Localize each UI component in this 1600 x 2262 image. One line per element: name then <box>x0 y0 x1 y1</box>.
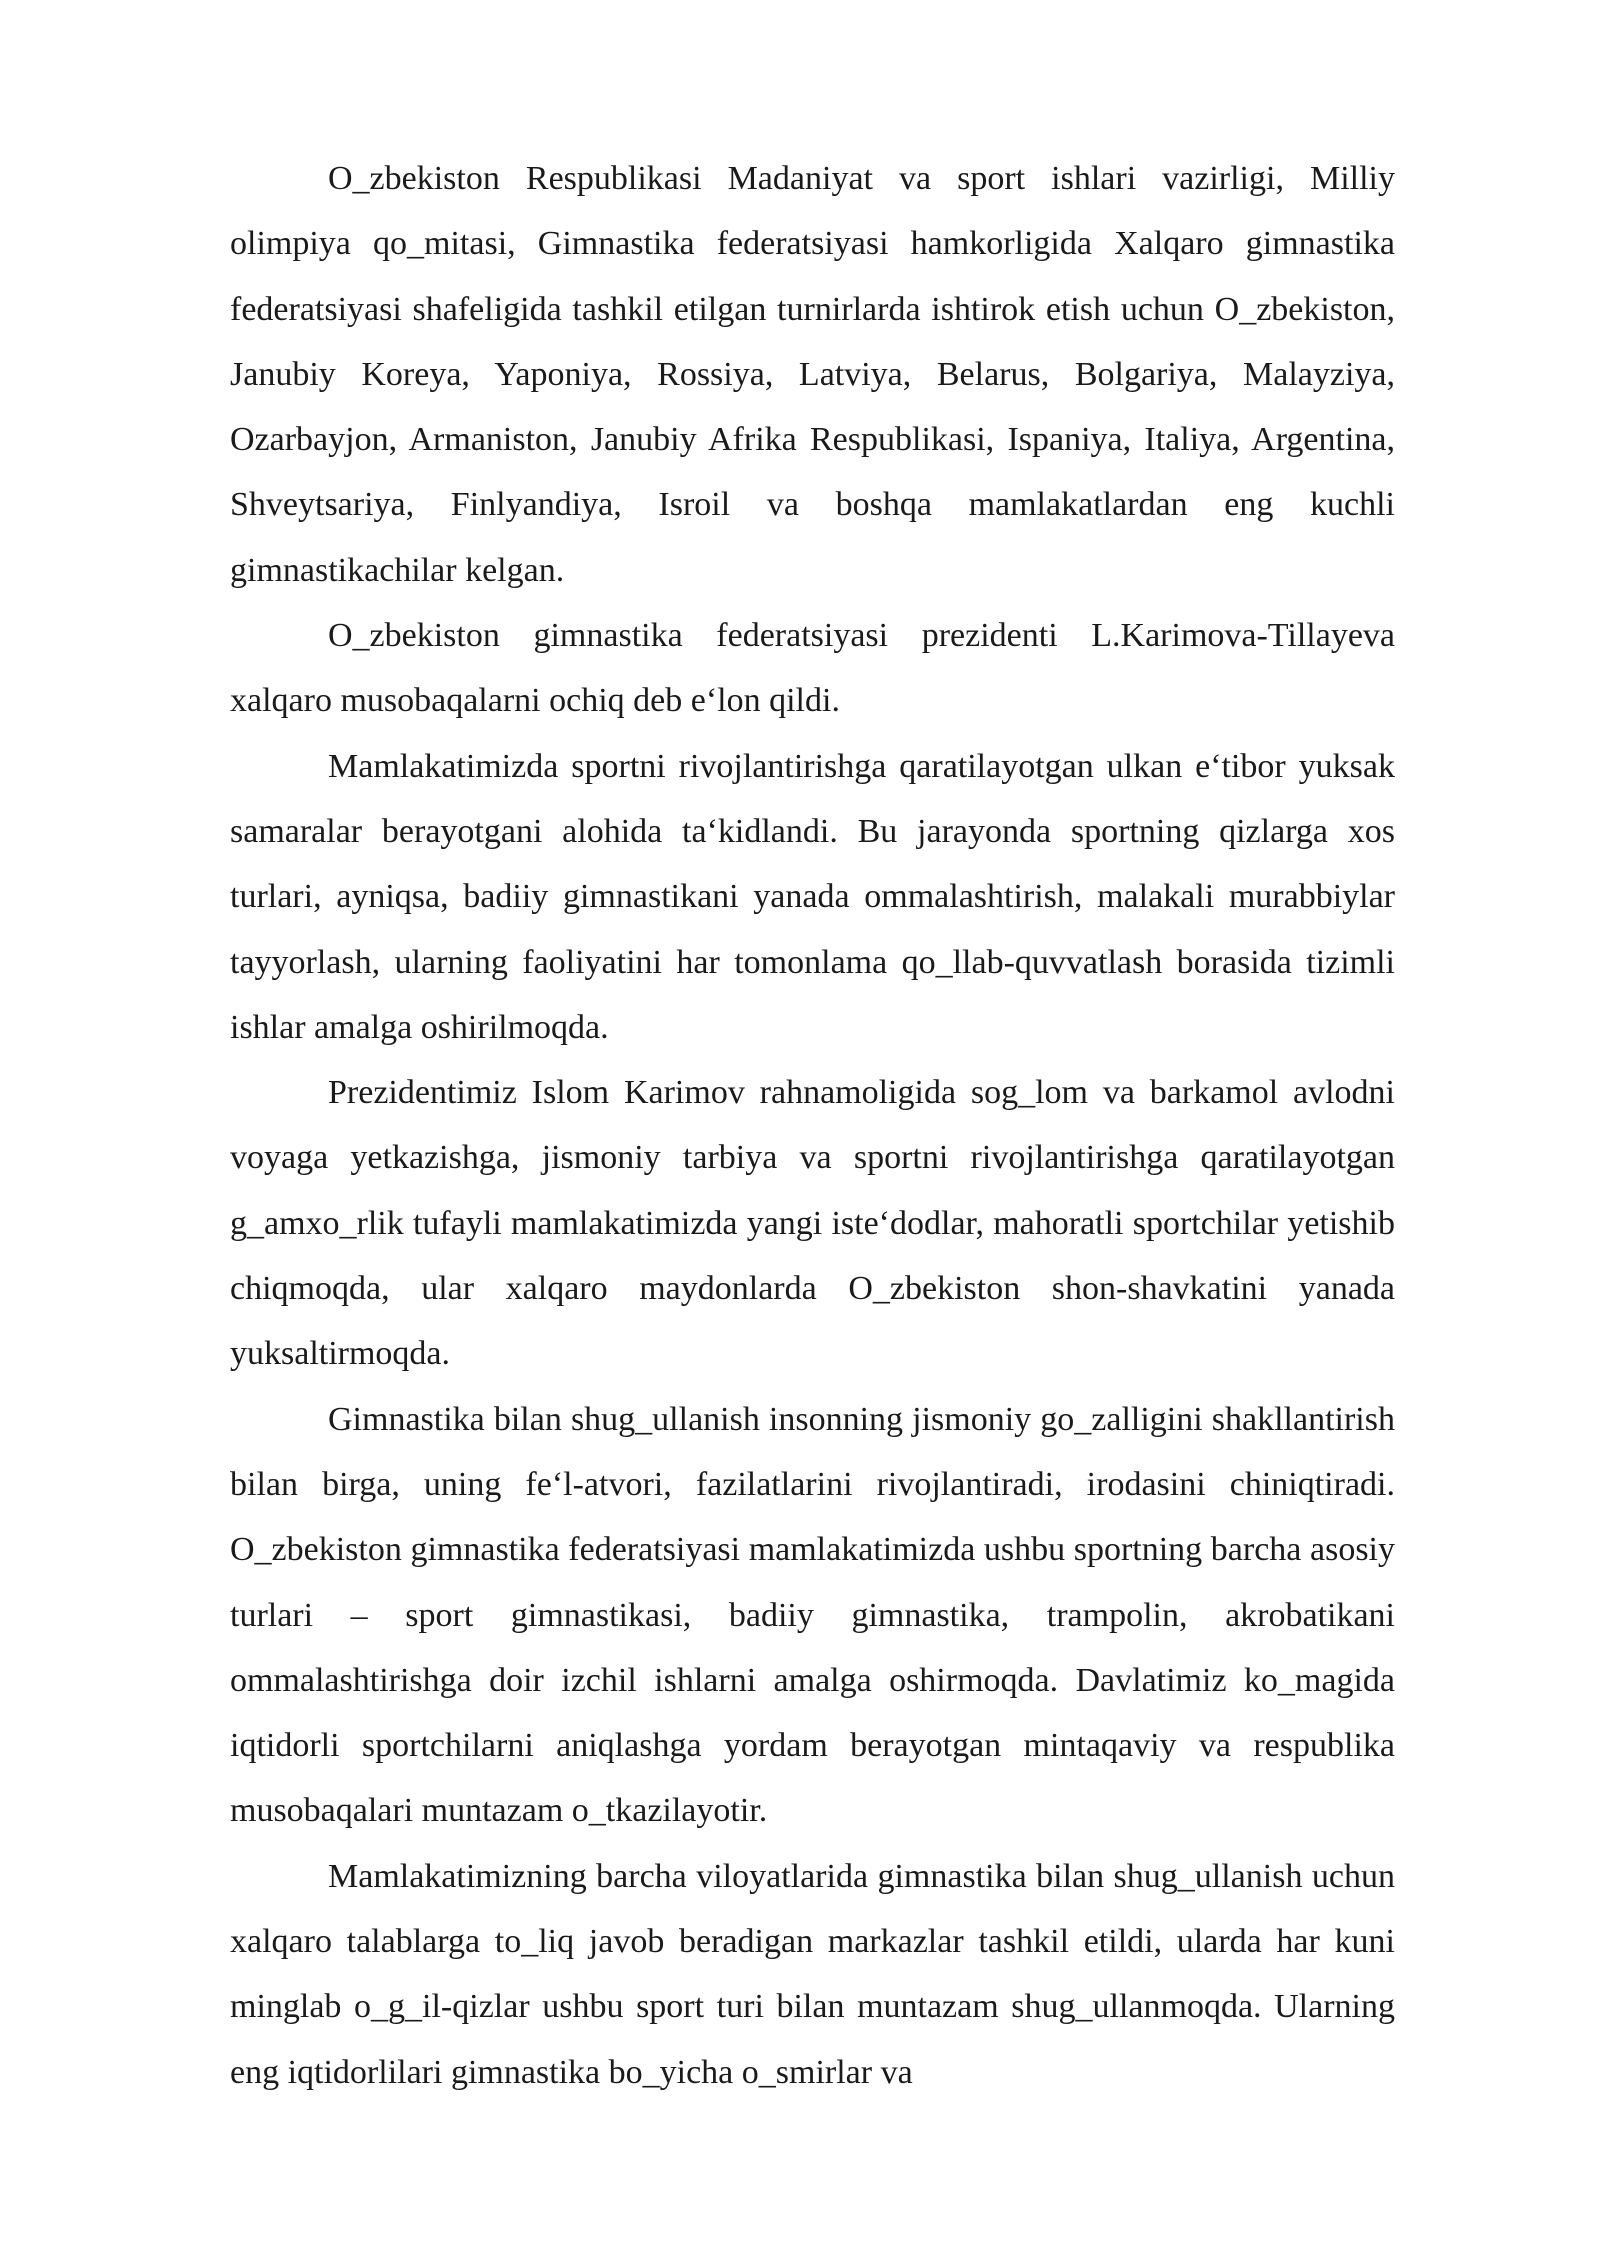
paragraph-6: Mamlakatimizning barcha viloyatlarida gimnastika bilan shug_ullanish uchun xalqaro talablarga to_liq javob beradigan markazlar tashkil etildi, ularda har kuni minglab o_g_il-qizlar ushbu sport turi bilan muntazam shug_ullanmoqda. Ularning eng iqtidorlilari gimnastika bo_yicha o_smirlar va <box>230 1857 1395 2091</box>
paragraph-1: O_zbekiston Respublikasi Madaniyat va sport ishlari vazirligi, Milliy olimpiya qo_mitasi, Gimnastika federatsiyasi hamkorligida Xalqaro gimnastika federatsiyasi shafeligida tashkil etilgan turnirlarda ishtirok etish uchun O_zbekiston, Janubiy Koreya, Yaponiya, Rossiya, Latviya, Belarus, Bolgariya, Malayziya, Ozarbayjon, Armaniston, Janubiy Afrika Respublikasi, Ispaniya, Italiya, Argentina, Shveytsariya, Finlyandiya, Isroil va boshqa mamlakatlardan eng kuchli gimnastikachilar kelgan. <box>230 160 1395 589</box>
paragraph-5: Gimnastika bilan shug_ullanish insonning jismoniy go_zalligini shakllantirish bilan birga, uning fe‘l-atvori, fazilatlarini rivojlantiradi, irodasini chiniqtiradi. O_zbekiston gimnastika federatsiyasi mamlakatimizda ushbu sportning barcha asosiy turlari – sport gimnastikasi, badiiy gimnastika, trampolin, akrobatikani ommalashtirishga doir izchil ishlarni amalga oshirmoqda. Davlatimiz ko_magida iqtidorli sportchilarni aniqlashga yordam berayotgan mintaqaviy va respublika musobaqalari muntazam o_tkazilayotir. <box>230 1400 1395 1830</box>
paragraph-4: Prezidentimiz Islom Karimov rahnamoligida sog_lom va barkamol avlodni voyaga yetkazishga, jismoniy tarbiya va sportni rivojlantirishga qaratilayotgan g_amxo_rlik tufayli mamlakatimizda yangi iste‘dodlar, mahoratli sportchilar yetishib chiqmoqda, ular xalqaro maydonlarda O_zbekiston shon-shavkatini yanada yuksaltirmoqda. <box>230 1074 1395 1373</box>
document-body <box>230 146 1395 2105</box>
paragraph-2: O_zbekiston gimnastika federatsiyasi prezidenti L.Karimova-Tillayeva xalqaro musobaqalarni ochiq deb e‘lon qildi. <box>230 617 1395 720</box>
paragraph-3: Mamlakatimizda sportni rivojlantirishga qaratilayotgan ulkan e‘tibor yuksak samaralar berayotgani alohida ta‘kidlandi. Bu jarayonda sportning qizlarga xos turlari, ayniqsa, badiiy gimnastikani yanada ommalashtirish, malakali murabbiylar tayyorlash, ularning faoliyatini har tomonlama qo_llab-quvvatlash borasida tizimli ishlar amalga oshirilmoqda. <box>230 747 1395 1046</box>
